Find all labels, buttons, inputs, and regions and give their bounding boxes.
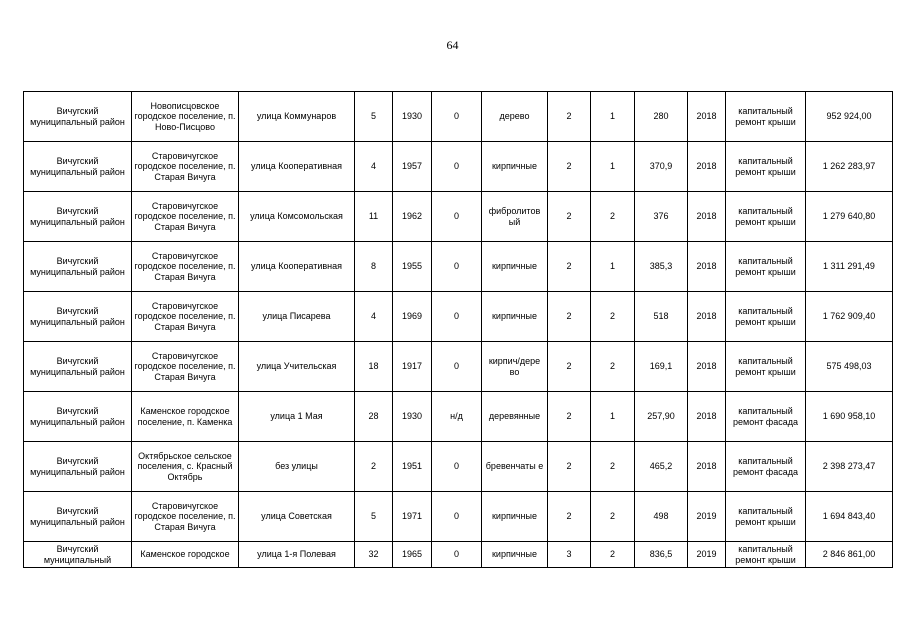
build-year-cell: 1955: [393, 242, 432, 292]
settlement-cell: Старовичугское городское поселение, п. Старая Вичуга: [132, 192, 239, 242]
house-number-cell: 4: [355, 292, 393, 342]
street-cell: улица 1 Мая: [239, 392, 355, 442]
build-year-cell: 1951: [393, 442, 432, 492]
house-number-cell: 28: [355, 392, 393, 442]
settlement-cell: Старовичугское городское поселение, п. Старая Вичуга: [132, 142, 239, 192]
area-cell: 280: [635, 92, 688, 142]
build-year-cell: 1962: [393, 192, 432, 242]
wear-cell: 0: [432, 92, 482, 142]
table-row: [24, 192, 893, 242]
area-cell: 518: [635, 292, 688, 342]
district-cell: Вичугский муниципальный район: [24, 492, 132, 542]
work-type-cell: капитальный ремонт крыши: [726, 142, 806, 192]
repair-year-cell: 2018: [688, 392, 726, 442]
settlement-cell: Старовичугское городское поселение, п. Старая Вичуга: [132, 342, 239, 392]
build-year-cell: 1971: [393, 492, 432, 542]
wear-cell: 0: [432, 342, 482, 392]
entrances-cell: 2: [591, 442, 635, 492]
area-cell: 498: [635, 492, 688, 542]
entrances-cell: 2: [591, 192, 635, 242]
wall-material-cell: фибролитов ый: [482, 192, 548, 242]
table-row: [24, 392, 893, 442]
floors-cell: 2: [548, 142, 591, 192]
work-type-cell: капитальный ремонт крыши: [726, 292, 806, 342]
cost-cell: 1 311 291,49: [806, 242, 893, 292]
street-cell: улица Писарева: [239, 292, 355, 342]
house-number-cell: 32: [355, 542, 393, 568]
table-row: [24, 92, 893, 142]
area-cell: 376: [635, 192, 688, 242]
work-type-cell: капитальный ремонт крыши: [726, 92, 806, 142]
page-number: 64: [446, 38, 459, 52]
area-cell: 385,3: [635, 242, 688, 292]
repair-year-cell: 2019: [688, 542, 726, 568]
district-cell: Вичугский муниципальный район: [24, 342, 132, 392]
repair-year-cell: 2018: [688, 442, 726, 492]
street-cell: улица Советская: [239, 492, 355, 542]
floors-cell: 2: [548, 392, 591, 442]
cost-cell: 1 690 958,10: [806, 392, 893, 442]
cost-cell: 1 262 283,97: [806, 142, 893, 192]
settlement-cell: Старовичугское городское поселение, п. Старая Вичуга: [132, 492, 239, 542]
entrances-cell: 2: [591, 492, 635, 542]
cost-cell: 1 694 843,40: [806, 492, 893, 542]
house-number-cell: 18: [355, 342, 393, 392]
entrances-cell: 1: [591, 392, 635, 442]
settlement-cell: Каменское городское поселение, п. Каменка: [132, 392, 239, 442]
build-year-cell: 1930: [393, 392, 432, 442]
wall-material-cell: кирпичные: [482, 142, 548, 192]
repair-year-cell: 2018: [688, 342, 726, 392]
wall-material-cell: бревенчаты е: [482, 442, 548, 492]
area-cell: 257,90: [635, 392, 688, 442]
house-number-cell: 11: [355, 192, 393, 242]
wall-material-cell: дерево: [482, 92, 548, 142]
repair-year-cell: 2018: [688, 192, 726, 242]
wear-cell: 0: [432, 292, 482, 342]
wall-material-cell: кирпичные: [482, 242, 548, 292]
repair-year-cell: 2018: [688, 292, 726, 342]
work-type-cell: капитальный ремонт фасада: [726, 392, 806, 442]
settlement-cell: Каменское городское: [132, 542, 239, 568]
repair-year-cell: 2018: [688, 142, 726, 192]
wear-cell: 0: [432, 442, 482, 492]
street-cell: улица Кооперативная: [239, 242, 355, 292]
house-number-cell: 4: [355, 142, 393, 192]
repair-year-cell: 2019: [688, 492, 726, 542]
wear-cell: н/д: [432, 392, 482, 442]
wear-cell: 0: [432, 192, 482, 242]
district-cell: Вичугский муниципальный район: [24, 92, 132, 142]
table-row: [24, 142, 893, 192]
repairs-table: [23, 91, 893, 568]
work-type-cell: капитальный ремонт крыши: [726, 492, 806, 542]
entrances-cell: 2: [591, 342, 635, 392]
build-year-cell: 1965: [393, 542, 432, 568]
table-row: [24, 542, 893, 568]
table-row: [24, 242, 893, 292]
area-cell: 836,5: [635, 542, 688, 568]
street-cell: без улицы: [239, 442, 355, 492]
table-row: [24, 442, 893, 492]
table-row: [24, 492, 893, 542]
street-cell: улица Коммунаров: [239, 92, 355, 142]
work-type-cell: капитальный ремонт крыши: [726, 192, 806, 242]
settlement-cell: Старовичугское городское поселение, п. Старая Вичуга: [132, 292, 239, 342]
floors-cell: 2: [548, 192, 591, 242]
entrances-cell: 2: [591, 542, 635, 568]
repairs-table-body: [24, 92, 893, 568]
house-number-cell: 5: [355, 92, 393, 142]
house-number-cell: 5: [355, 492, 393, 542]
district-cell: Вичугский муниципальный: [24, 542, 132, 568]
floors-cell: 2: [548, 492, 591, 542]
area-cell: 169,1: [635, 342, 688, 392]
wall-material-cell: кирпичные: [482, 492, 548, 542]
district-cell: Вичугский муниципальный район: [24, 192, 132, 242]
floors-cell: 2: [548, 242, 591, 292]
wall-material-cell: кирпичные: [482, 542, 548, 568]
settlement-cell: Старовичугское городское поселение, п. Старая Вичуга: [132, 242, 239, 292]
cost-cell: 575 498,03: [806, 342, 893, 392]
work-type-cell: капитальный ремонт крыши: [726, 342, 806, 392]
cost-cell: 1 762 909,40: [806, 292, 893, 342]
entrances-cell: 1: [591, 142, 635, 192]
floors-cell: 2: [548, 342, 591, 392]
area-cell: 370,9: [635, 142, 688, 192]
repair-year-cell: 2018: [688, 92, 726, 142]
floors-cell: 3: [548, 542, 591, 568]
street-cell: улица Учительская: [239, 342, 355, 392]
wall-material-cell: деревянные: [482, 392, 548, 442]
floors-cell: 2: [548, 442, 591, 492]
build-year-cell: 1930: [393, 92, 432, 142]
wear-cell: 0: [432, 492, 482, 542]
district-cell: Вичугский муниципальный район: [24, 242, 132, 292]
street-cell: улица Комсомольская: [239, 192, 355, 242]
house-number-cell: 2: [355, 442, 393, 492]
entrances-cell: 2: [591, 292, 635, 342]
district-cell: Вичугский муниципальный район: [24, 392, 132, 442]
settlement-cell: Октябрьское сельское поселения, с. Красный Октябрь: [132, 442, 239, 492]
settlement-cell: Новописцовское городское поселение, п. Ново-Писцово: [132, 92, 239, 142]
district-cell: Вичугский муниципальный район: [24, 142, 132, 192]
work-type-cell: капитальный ремонт фасада: [726, 442, 806, 492]
cost-cell: 952 924,00: [806, 92, 893, 142]
cost-cell: 1 279 640,80: [806, 192, 893, 242]
floors-cell: 2: [548, 292, 591, 342]
street-cell: улица 1-я Полевая: [239, 542, 355, 568]
build-year-cell: 1969: [393, 292, 432, 342]
area-cell: 465,2: [635, 442, 688, 492]
work-type-cell: капитальный ремонт крыши: [726, 542, 806, 568]
build-year-cell: 1917: [393, 342, 432, 392]
street-cell: улица Кооперативная: [239, 142, 355, 192]
wall-material-cell: кирпичные: [482, 292, 548, 342]
cost-cell: 2 398 273,47: [806, 442, 893, 492]
wall-material-cell: кирпич/дере во: [482, 342, 548, 392]
floors-cell: 2: [548, 92, 591, 142]
table-row: [24, 342, 893, 392]
wear-cell: 0: [432, 142, 482, 192]
house-number-cell: 8: [355, 242, 393, 292]
work-type-cell: капитальный ремонт крыши: [726, 242, 806, 292]
cost-cell: 2 846 861,00: [806, 542, 893, 568]
district-cell: Вичугский муниципальный район: [24, 292, 132, 342]
entrances-cell: 1: [591, 242, 635, 292]
build-year-cell: 1957: [393, 142, 432, 192]
district-cell: Вичугский муниципальный район: [24, 442, 132, 492]
entrances-cell: 1: [591, 92, 635, 142]
wear-cell: 0: [432, 242, 482, 292]
wear-cell: 0: [432, 542, 482, 568]
table-row: [24, 292, 893, 342]
repair-year-cell: 2018: [688, 242, 726, 292]
